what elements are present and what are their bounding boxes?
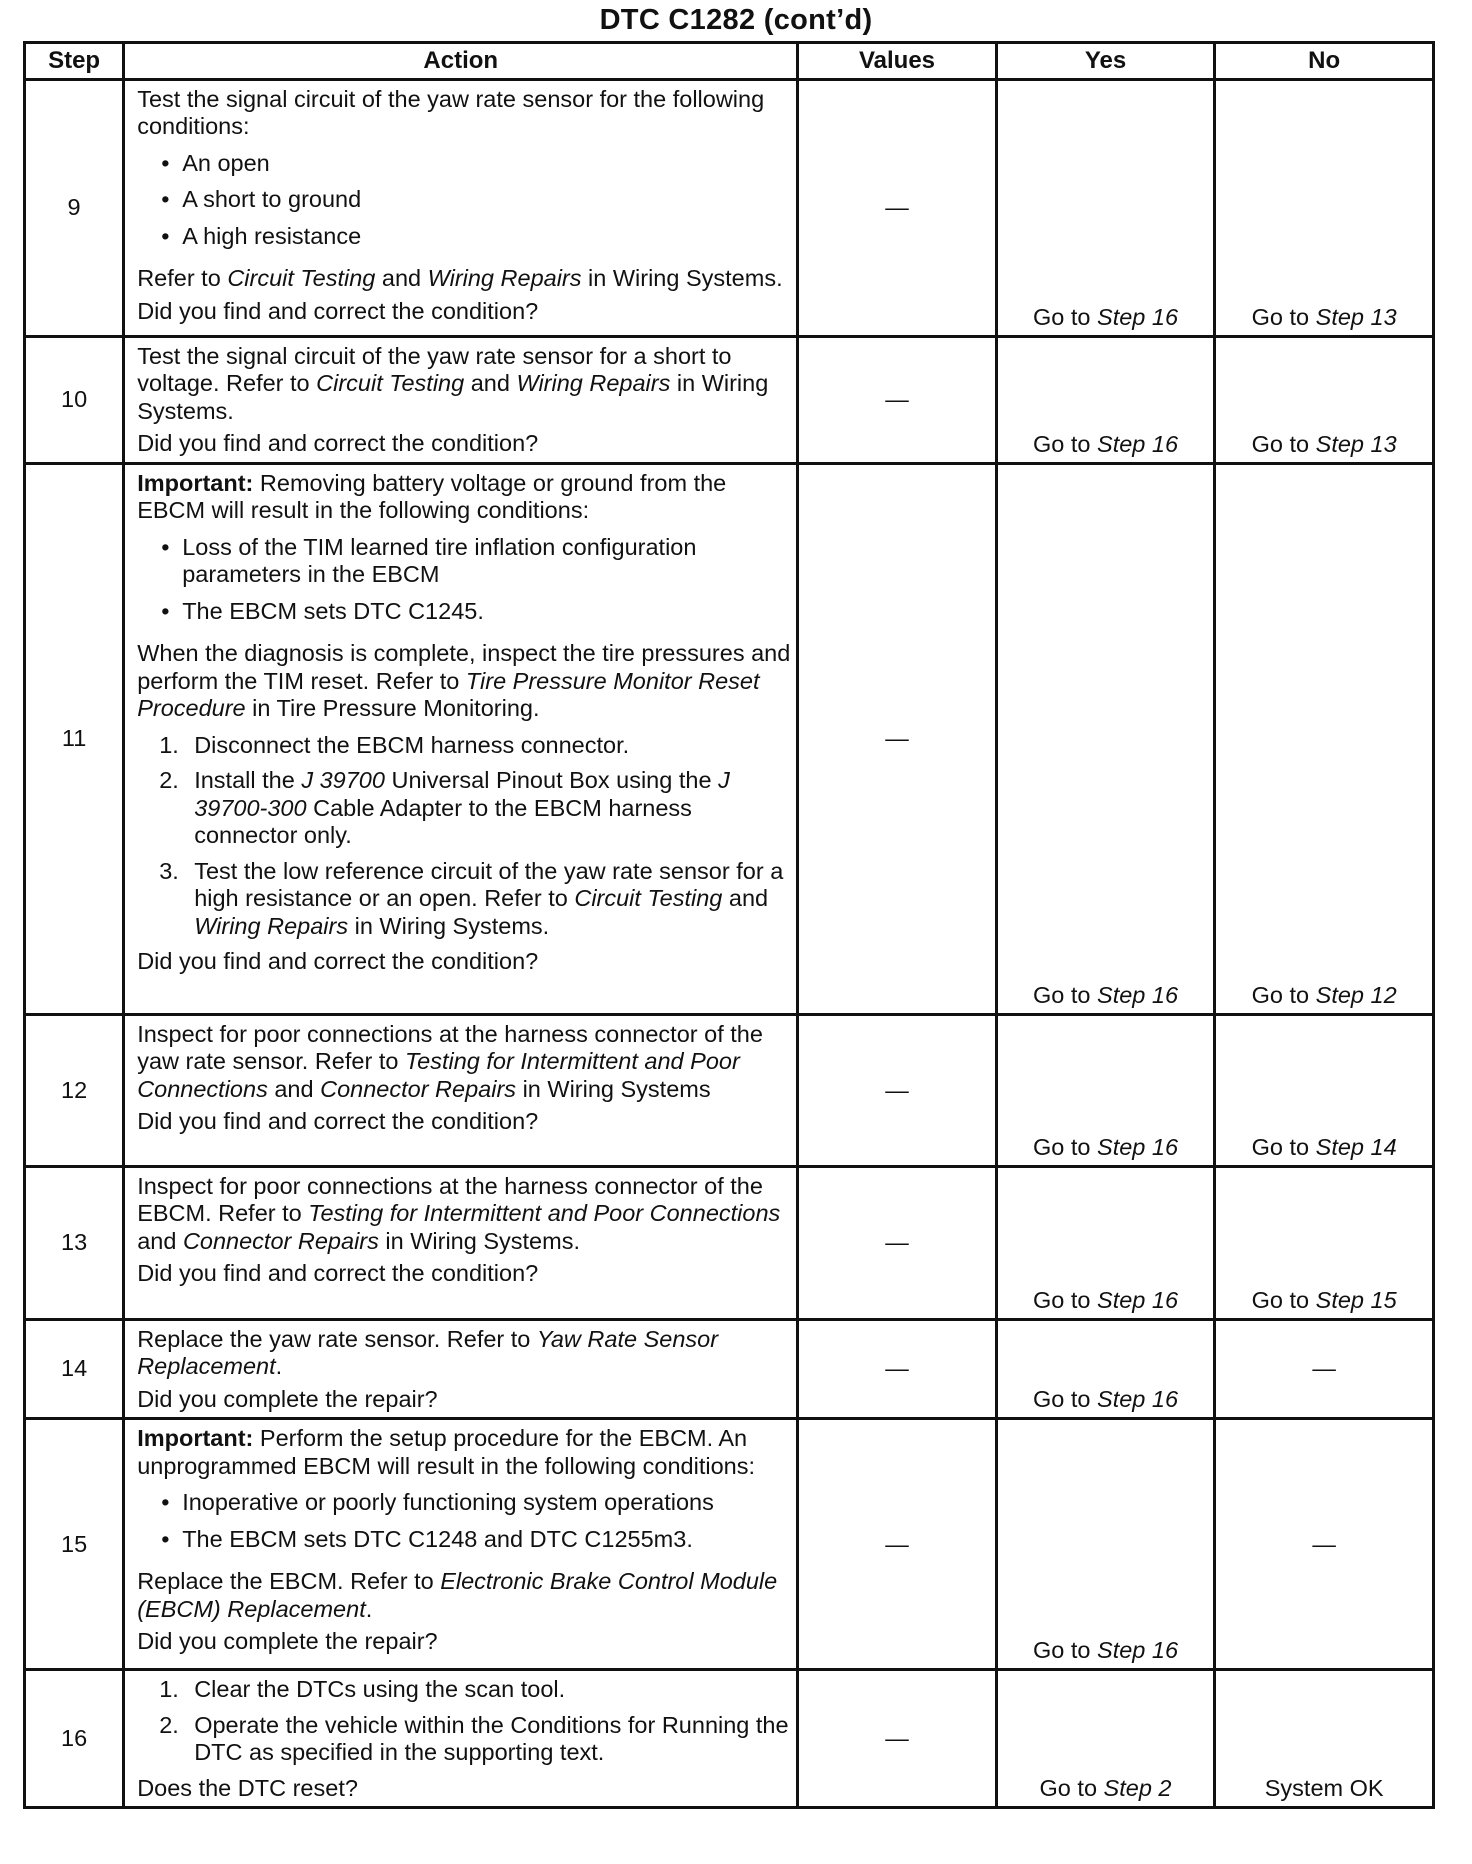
list-item: • Loss of the TIM learned tire inflation configuration parameters in the EBCM [137,534,790,589]
text-run: Go to [1033,430,1098,457]
text-run: Go to [1251,1286,1316,1313]
reference-link[interactable]: Wiring Repairs [194,912,349,939]
goto-step-link[interactable]: Step 12 [1315,981,1397,1008]
values-cell [798,1167,996,1320]
condition-list [137,534,790,634]
text-run: Inspect for poor connections at the harness connector of the EBCM. Refer to [137,1173,763,1227]
question-text: Did you find and correct the condition? [137,1108,539,1135]
step-number: 12 [25,1015,124,1167]
action-text [137,1021,790,1103]
action-cell [124,1670,798,1808]
important-note [137,1425,790,1480]
page-title: DTC C1282 (cont’d) [599,4,873,36]
goto-step-link[interactable]: Step 16 [1097,1385,1179,1412]
step-index: 3. [159,857,179,884]
reference-text [137,265,790,292]
table-row [25,1419,1434,1670]
text-run: in Wiring Systems. [348,912,550,939]
step-index: 2. [159,1711,179,1738]
reference-link[interactable]: Circuit Testing [574,885,723,912]
text-run: Go to [1033,981,1098,1008]
step-index: 2. [159,767,179,794]
step-number: 15 [25,1419,124,1670]
goto-step-link[interactable]: Step 13 [1315,303,1397,330]
text-run: Go to [1033,1286,1098,1313]
empty-value-dash: — [885,1229,909,1256]
text-run: Go to [1033,303,1098,330]
yes-cell [996,337,1215,464]
step-number: 10 [25,337,124,464]
reference-link[interactable]: Tire Pressure Monitor Reset Procedure [137,667,760,722]
goto-step-link[interactable]: Step 13 [1315,430,1397,457]
text-run: Disconnect the EBCM harness connector. [194,731,630,758]
reference-link[interactable]: Yaw Rate Sensor Replacement [137,1326,719,1380]
action-cell [124,1419,798,1670]
question-text: Did you find and correct the condition? [137,948,539,975]
text-run: in Wiring Systems [516,1075,711,1102]
action-text [137,640,790,722]
action-cell [124,464,798,1015]
important-label: Important: [137,470,254,496]
header-no: No [1215,43,1434,80]
goto-step-link[interactable]: Step 15 [1315,1286,1397,1313]
text-run: Universal Pinout Box using the [384,767,719,794]
yes-cell [996,1167,1215,1320]
text-run: and [137,1227,183,1254]
step-number: 11 [25,464,124,1015]
list-item: • A short to ground [137,186,790,213]
action-cell [124,1167,798,1320]
reference-link[interactable]: Wiring Repairs [427,265,582,292]
table-header-row [25,43,1434,80]
yes-cell [996,80,1215,337]
goto-step-link[interactable]: Step 16 [1097,1133,1179,1160]
text-run: Cable Adapter to the EBCM harness connector only. [194,794,692,849]
goto-step-link[interactable]: Step 16 [1097,981,1179,1008]
step-index: 1. [159,731,179,758]
step-number: 9 [25,80,124,337]
table-row [25,464,1434,1015]
question-text: Did you complete the repair? [137,1385,438,1412]
text-run: in Wiring Systems. [137,370,769,424]
action-text [137,1326,790,1381]
reference-link[interactable]: Connector Repairs [320,1075,517,1102]
action-cell [124,1320,798,1419]
text-run: Inspect for poor connections at the harness connector of the yaw rate sensor. Refer to [137,1021,763,1075]
no-cell [1215,1167,1434,1320]
no-cell [1215,1015,1434,1167]
goto-step-link[interactable]: Step 16 [1097,303,1179,330]
text-run: Go to [1251,303,1316,330]
condition-list [137,150,790,259]
action-cell [124,80,798,337]
reference-link[interactable]: Testing for Intermittent and Poor Connections [137,1048,740,1102]
list-item: • Inoperative or poorly functioning system operations [137,1489,790,1516]
goto-step-link[interactable]: Step 14 [1315,1133,1397,1160]
table-row [25,1015,1434,1167]
text-run: and [267,1075,321,1102]
text-run: Go to [1033,1133,1098,1160]
procedure-step [137,1676,790,1703]
step-number: 13 [25,1167,124,1320]
empty-value-dash: — [885,1076,909,1103]
goto-step-link[interactable]: Step 2 [1103,1774,1172,1801]
no-cell [1215,464,1434,1015]
no-cell [1215,1419,1434,1670]
yes-cell [996,1419,1215,1670]
yes-cell [996,1670,1215,1808]
empty-value-dash: — [885,386,909,413]
values-cell [798,1419,996,1670]
text-run: Go to [1251,981,1316,1008]
step-index: 1. [159,1676,179,1703]
values-cell [798,464,996,1015]
procedure-step [137,767,790,849]
question-text: Did you find and correct the condition? [137,297,539,324]
question-text: Did you complete the repair? [137,1628,438,1655]
text-run: Test the low reference circuit of the yaw rate sensor for a high resistance or an open. Refer to [194,857,784,912]
no-cell [1215,1320,1434,1419]
list-item: • A high resistance [137,223,790,250]
action-cell [124,1015,798,1167]
text-run: Operate the vehicle within the Conditions for Running the DTC as specified in the supporting text. [194,1711,789,1766]
text-run: Clear the DTCs using the scan tool. [194,1676,566,1703]
text-run: Replace the EBCM. Refer to [137,1568,441,1595]
empty-value-dash: — [885,1355,909,1382]
yes-cell [996,1320,1215,1419]
text-run: and [464,370,517,397]
text-run: When the diagnosis is complete, inspect the tire pressures and perform the TIM reset. Refer to [137,640,791,694]
header-values: Values [798,43,996,80]
tool-reference: J 39700-300 [194,767,730,821]
empty-value-dash: — [1312,1355,1336,1382]
reference-link[interactable]: Testing for Intermittent and Poor Connections [308,1200,781,1227]
question-text: Did you find and correct the condition? [137,430,539,457]
header-step: Step [25,43,124,80]
goto-step-link[interactable]: Step 16 [1097,1286,1179,1313]
reference-link[interactable]: Connector Repairs [182,1227,379,1254]
no-cell [1215,80,1434,337]
list-item: • The EBCM sets DTC C1248 and DTC C1255m3. [137,1526,790,1553]
no-cell [1215,1670,1434,1808]
header-yes: Yes [996,43,1215,80]
reference-link[interactable]: Electronic Brake Control Module (EBCM) Replacement [137,1568,778,1622]
result-text: System OK [1264,1774,1384,1801]
text-run: Go to [1033,1636,1098,1663]
condition-list [137,1489,790,1562]
list-item: • The EBCM sets DTC C1245. [137,598,790,625]
text-run: Perform the setup procedure for the EBCM. An unprogrammed EBCM will result in the following conditions: [137,1425,755,1479]
reference-link[interactable]: Wiring Repairs [516,370,671,397]
no-cell [1215,337,1434,464]
step-number: 16 [25,1670,124,1808]
text-run: Go to [1039,1774,1104,1801]
text-run: Removing battery voltage or ground from the EBCM will result in the following conditions: [137,470,727,524]
table-row [25,1167,1434,1320]
values-cell [798,1320,996,1419]
text-run: in Wiring Systems. [581,265,783,292]
values-cell [798,1015,996,1167]
text-run: . [365,1595,373,1622]
reference-link[interactable]: Circuit Testing [227,265,376,292]
values-cell [798,1670,996,1808]
list-item: • An open [137,150,790,177]
yes-cell [996,1015,1215,1167]
text-run: . [275,1353,283,1380]
text-run: and [722,885,769,912]
text-run: in Wiring Systems. [378,1227,580,1254]
text-run: Go to [1251,1133,1316,1160]
values-cell [798,337,996,464]
empty-value-dash: — [885,1725,909,1752]
text-run: Go to [1033,1385,1098,1412]
text-run: in Tire Pressure Monitoring. [245,695,540,722]
header-action: Action [124,43,798,80]
tool-reference: J 39700 [301,767,385,794]
table-row [25,337,1434,464]
yes-cell [996,464,1215,1015]
table-row [25,1670,1434,1808]
important-label: Important: [137,1425,254,1452]
step-number: 14 [25,1320,124,1419]
table-row [25,1320,1434,1419]
action-text [137,1173,790,1255]
procedure-step [137,732,790,759]
reference-link[interactable]: Circuit Testing [316,370,465,397]
action-text [137,343,790,425]
text-run: Replace the yaw rate sensor. Refer to [137,1326,537,1352]
diagnostic-table [23,41,1435,1809]
procedure-step [137,1712,790,1767]
empty-value-dash: — [885,1530,909,1557]
text-run: Go to [1251,430,1316,457]
text-run: Refer to [137,265,228,292]
text-run: Install the [194,767,302,794]
table-row [25,80,1434,337]
action-cell [124,337,798,464]
action-text: Test the signal circuit of the yaw rate sensor for the following conditions: [137,86,765,140]
empty-value-dash: — [885,194,909,221]
important-note [137,470,790,525]
empty-value-dash: — [885,725,909,752]
procedure-step [137,858,790,940]
question-text: Does the DTC reset? [137,1774,358,1801]
goto-step-link[interactable]: Step 16 [1097,430,1179,457]
text-run: and [375,265,428,292]
empty-value-dash: — [1312,1530,1336,1557]
goto-step-link[interactable]: Step 16 [1097,1636,1179,1663]
values-cell [798,80,996,337]
question-text: Did you find and correct the condition? [137,1260,539,1287]
action-text [137,1568,790,1623]
text-run: Test the signal circuit of the yaw rate sensor for a short to voltage. Refer to [137,343,732,397]
